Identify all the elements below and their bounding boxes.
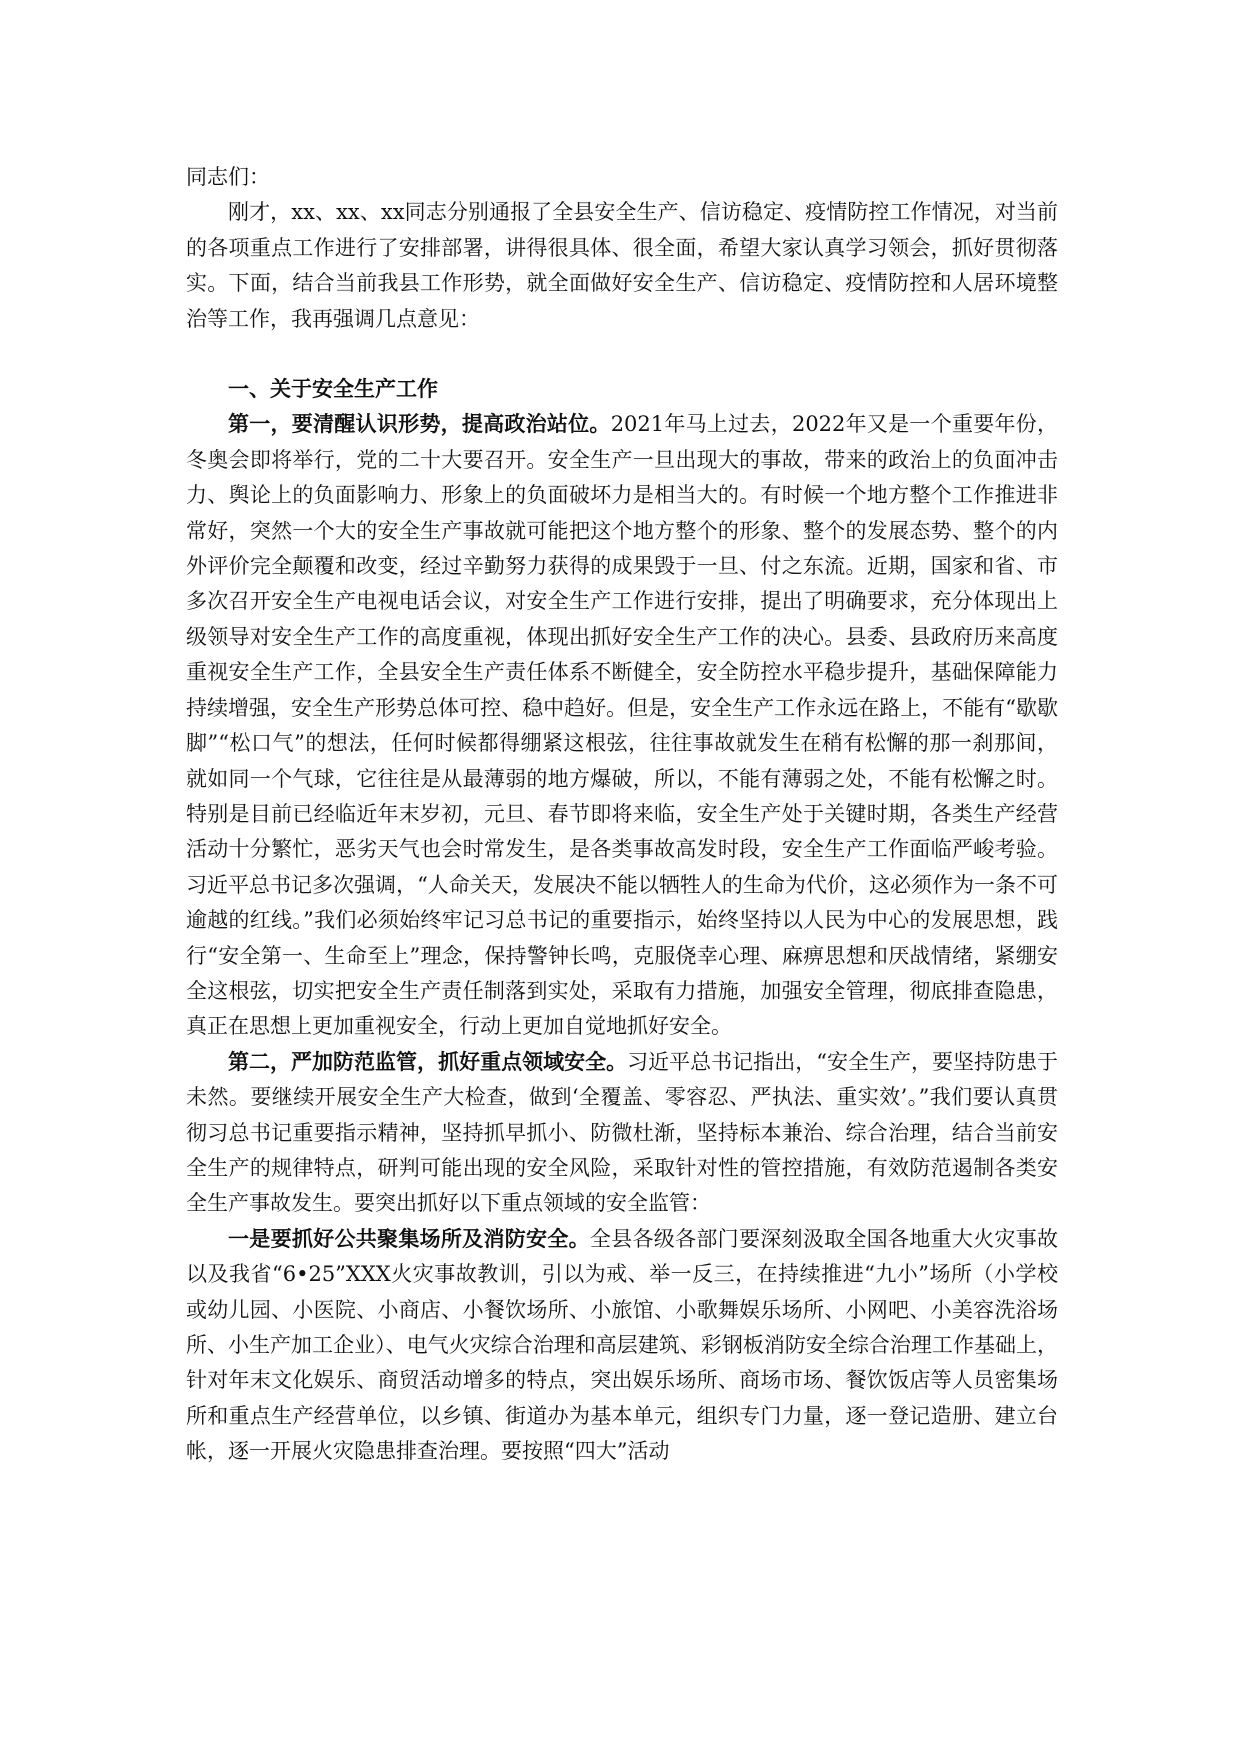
paragraph-lead: 第二，严加防范监管，抓好重点领域安全。	[228, 1049, 628, 1074]
paragraph-lead: 第一，要清醒认识形势，提高政治站位。	[228, 412, 611, 437]
section-heading: 一、关于安全生产工作	[228, 377, 438, 402]
paragraph-text: 习近平总书记指出，“安全生产，要坚持防患于未然。要继续开展安全生产大检查，做到‘全覆盖、零容忍、严执法、重实效’。”我们要认真贯彻习总书记重要指示精神，坚持抓早抓小、防微杜渐，坚持标本兼治、综合治理，结合当前安全生产的规律特点，研判可能出现的安全风险，采取针对性的管控措施，有效防范遏制各类安全生产事故发生。要突出抓好以下重点领域的安全监管：	[186, 1049, 1059, 1216]
salutation: 同志们：	[186, 165, 270, 189]
paragraph-text: 全县各级各部门要深刻汲取全国各地重大火灾事故以及我省“6•25”XXX火灾事故教训，引以为戒、举一反三，在持续推进“九小”场所（小学校或幼儿园、小医院、小商店、小餐饮场所、小旅馆、小歌舞娱乐场所、小网吧、小美容洗浴场所、小生产加工企业）、电气火灾综合治理和高层建筑、彩钢板消防安全综合治理工作基础上，针对年末文化娱乐、商贸活动增多的特点，突出娱乐场所、商场市场、餐饮饭店等人员密集场所和重点生产经营单位，以乡镇、街道办为基本单元，组织专门力量，逐一登记造册、建立台帐，逐一开展火灾隐患排查治理。要按照“四大”活动	[186, 1226, 1058, 1464]
paragraph-text: 2021年马上过去，2022年又是一个重要年份，冬奥会即将举行，党的二十大要召开。安全生产一旦出现大的事故，带来的政治上的负面冲击力、舆论上的负面影响力、形象上的负面破坏力是相当大的。有时候一个地方整个工作推进非常好，突然一个大的安全生产事故就可能把这个地方整个的形象、整个的发展态势、整个的内外评价完全颠覆和改变，经过辛勤努力获得的成果毁于一旦、付之东流。近期，国家和省、市多次召开安全生产电视电话会议，对安全生产工作进行安排，提出了明确要求，充分体现出上级领导对安全生产工作的高度重视，体现出抓好安全生产工作的决心。县委、县政府历来高度重视安全生产工作，全县安全生产责任体系不断健全，安全防控水平稳步提升，基础保障能力持续增强，安全生产形势总体可控、稳中趋好。但是，安全生产工作永远在路上，不能有“歇歇脚”“松口气”的想法，任何时候都得绷紧这根弦，往往事故就发生在稍有松懈的那一刹那间，就如同一个气球，它往往是从最薄弱的地方爆破，所以，不能有薄弱之处，不能有松懈之时。特别是目前已经临近年末岁初，元旦、春节即将来临，安全生产处于关键时期，各类生产经营活动十分繁忙，恶劣天气也会时常发生，是各类事故高发时段，安全生产工作面临严峻考验。习近平总书记多次强调，“人命关天，发展决不能以牺牲人的生命为代价，这必须作为一条不可逾越的红线。”我们必须始终牢记习总书记的重要指示，始终坚持以人民为中心的发展思想，践行“安全第一、生命至上”理念，保持警钟长鸣，克服侥幸心理、麻痹思想和厌战情绪，紧绷安全这根弦，切实把安全生产责任制落到实处，采取有力措施，加强安全管理，彻底排查隐患，真正在思想上更加重视安全，行动上更加自觉地抓好安全。	[186, 412, 1058, 1039]
paragraph-second	[186, 1045, 1058, 1222]
document-body	[186, 160, 1058, 1470]
paragraph-lead: 一是要抓好公共聚集场所及消防安全。	[228, 1226, 590, 1251]
intro-paragraph: 刚才，xx、xx、xx同志分别通报了全县安全生产、信访稳定、疫情防控工作情况，对当前的各项重点工作进行了安排部署，讲得很具体、很全面，希望大家认真学习领会，抓好贯彻落实。下面，结合当前我县工作形势，就全面做好安全生产、信访稳定、疫情防控和人居环境整治等工作，我再强调几点意见：	[186, 200, 1058, 331]
paragraph-fire-safety	[186, 1222, 1058, 1470]
paragraph-first	[186, 407, 1058, 1044]
